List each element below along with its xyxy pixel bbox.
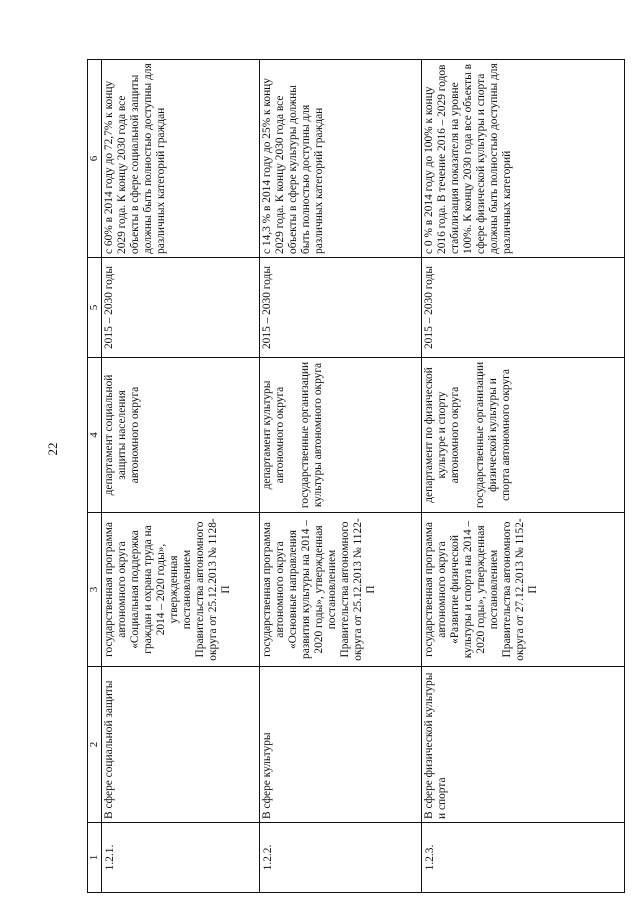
period-cell: 2015 – 2030 годы [101, 258, 259, 358]
measures-table [87, 59, 625, 893]
column-number: 2 [88, 667, 102, 823]
program-cell: государственная программа автономного округа «Развитие физической культуры и спорта на 2014 – 2020 годы», утвержденная постановлением Правительства автономного округа от 27.12.2013 № 1152-П [421, 513, 624, 667]
sphere-cell: В сфере физической культуры и спорта [421, 667, 624, 823]
sphere-cell: В сфере культуры [259, 667, 421, 823]
table-row [101, 60, 259, 893]
column-number: 4 [88, 358, 102, 513]
table-row [259, 60, 421, 893]
row-number: 1.2.3. [421, 823, 624, 893]
executor-cell [259, 358, 421, 513]
target-cell: с 0 % в 2014 году до 100% к концу 2016 года. В течение 2016 – 2029 годов стабилизация показателя на уровне 100%. К концу 2030 года все объекты в сфере физической культуры и спорта должны быть полностью доступны для различных категорий [421, 60, 624, 258]
column-number: 6 [88, 60, 102, 258]
executor-secondary: государственные организации культуры автономного округа [298, 361, 324, 509]
table-row [421, 60, 624, 893]
row-number: 1.2.2. [259, 823, 421, 893]
column-number: 1 [88, 823, 102, 893]
executor-primary: департамент социальной защиты населения автономного округа [102, 374, 141, 496]
program-cell: государственная программа автономного округа «Основные направления развития культуры на 2014 – 2020 годы», утвержденная постановлением Правительства автономного округа от 25.12.2013 № 1122-П [259, 513, 421, 667]
executor-cell [421, 358, 624, 513]
page-number: 22 [45, 442, 60, 456]
executor-secondary: государственные организации физической культуры и спорта автономного округа [473, 361, 512, 509]
column-number-row [88, 60, 102, 893]
executor-cell [101, 358, 259, 513]
executor-primary: департамент культуры автономного округа [260, 380, 286, 490]
executor-primary: департамент по физической культуре и спорту автономного округа [422, 367, 461, 503]
target-cell: с 14,3 % в 2014 году до 25% к концу 2029 года. К концу 2030 года все объекты в сфере культуры должны быть полностью доступны для различных категорий граждан [259, 60, 421, 258]
row-number: 1.2.1. [101, 823, 259, 893]
column-number: 5 [88, 258, 102, 358]
period-cell: 2015 – 2030 годы [421, 258, 624, 358]
sphere-cell: В сфере социальной защиты [101, 667, 259, 823]
document-table-container [87, 60, 625, 893]
period-cell: 2015 – 2030 годы [259, 258, 421, 358]
column-number: 3 [88, 513, 102, 667]
program-cell: государственная программа автономного округа «Социальная поддержка граждан и охрана труда на 2014 – 2020 годы», утвержденная постановлением Правительства автономного округа от 25.12.2013 № 1128-П [101, 513, 259, 667]
target-cell: с 60% в 2014 году до 72,7% к концу 2029 года. К концу 2030 года все объекты в сфере социальной защиты должны быть полностью доступны для различных категорий граждан [101, 60, 259, 258]
